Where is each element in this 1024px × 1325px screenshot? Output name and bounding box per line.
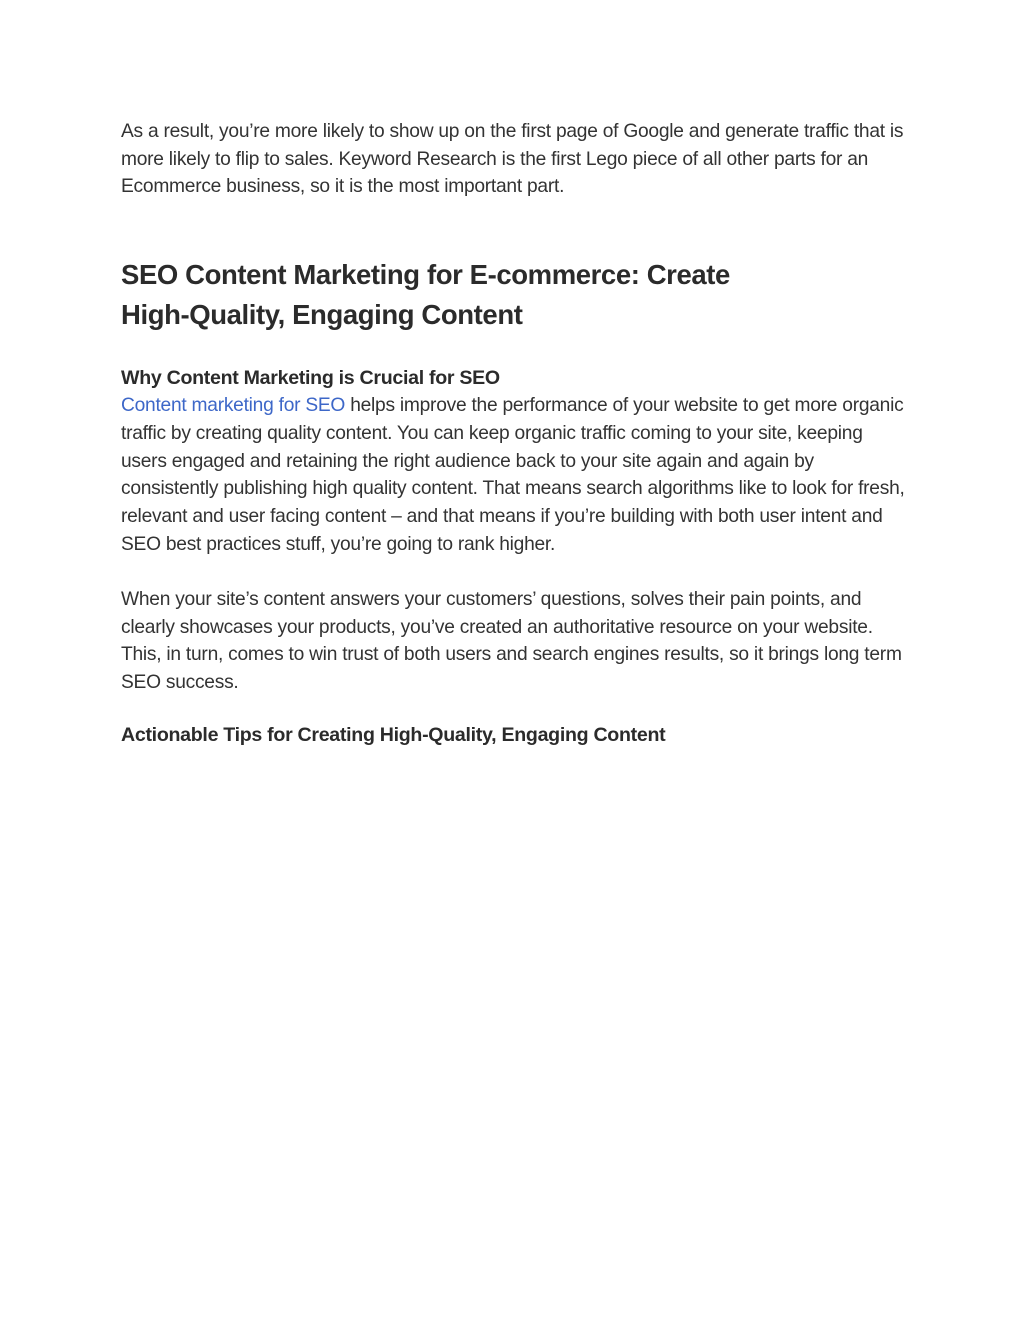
content-marketing-paragraph: [121, 392, 911, 558]
content-marketing-link[interactable]: Content marketing for SEO: [121, 395, 346, 417]
intro-paragraph: As a result, you’re more likely to show up on the first page of Google and generate traffic that is more likely to flip to sales. Keyword Research is the first Lego piece of all other parts for an Ecommerce business, so it is the most important part.: [121, 121, 904, 198]
subsection-heading-why-content-marketing: Why Content Marketing is Crucial for SEO: [121, 367, 500, 390]
document-page: [121, 118, 911, 749]
subsection-heading-actionable-tips: Actionable Tips for Creating High-Quality, Engaging Content: [121, 723, 666, 746]
authority-paragraph: When your site’s content answers your customers’ questions, solves their pain points, and clearly showcases your products, you’ve created an authoritative resource on your website. This, in turn, comes to win trust of both users and search engines results, so it brings long term SEO success.: [121, 589, 902, 694]
section-title: SEO Content Marketing for E-commerce: Create High-Quality, Engaging Content: [121, 259, 730, 330]
content-marketing-paragraph-text: helps improve the performance of your website to get more organic traffic by creating quality content. You can keep organic traffic coming to your site, keeping users engaged and retaining the right audience back to your site again and again by consistently publishing high quality content. That means search algorithms like to look for fresh, relevant and user facing content – and that means if you’re building with both user intent and SEO best practices stuff, you’re going to rank higher.: [121, 395, 905, 555]
